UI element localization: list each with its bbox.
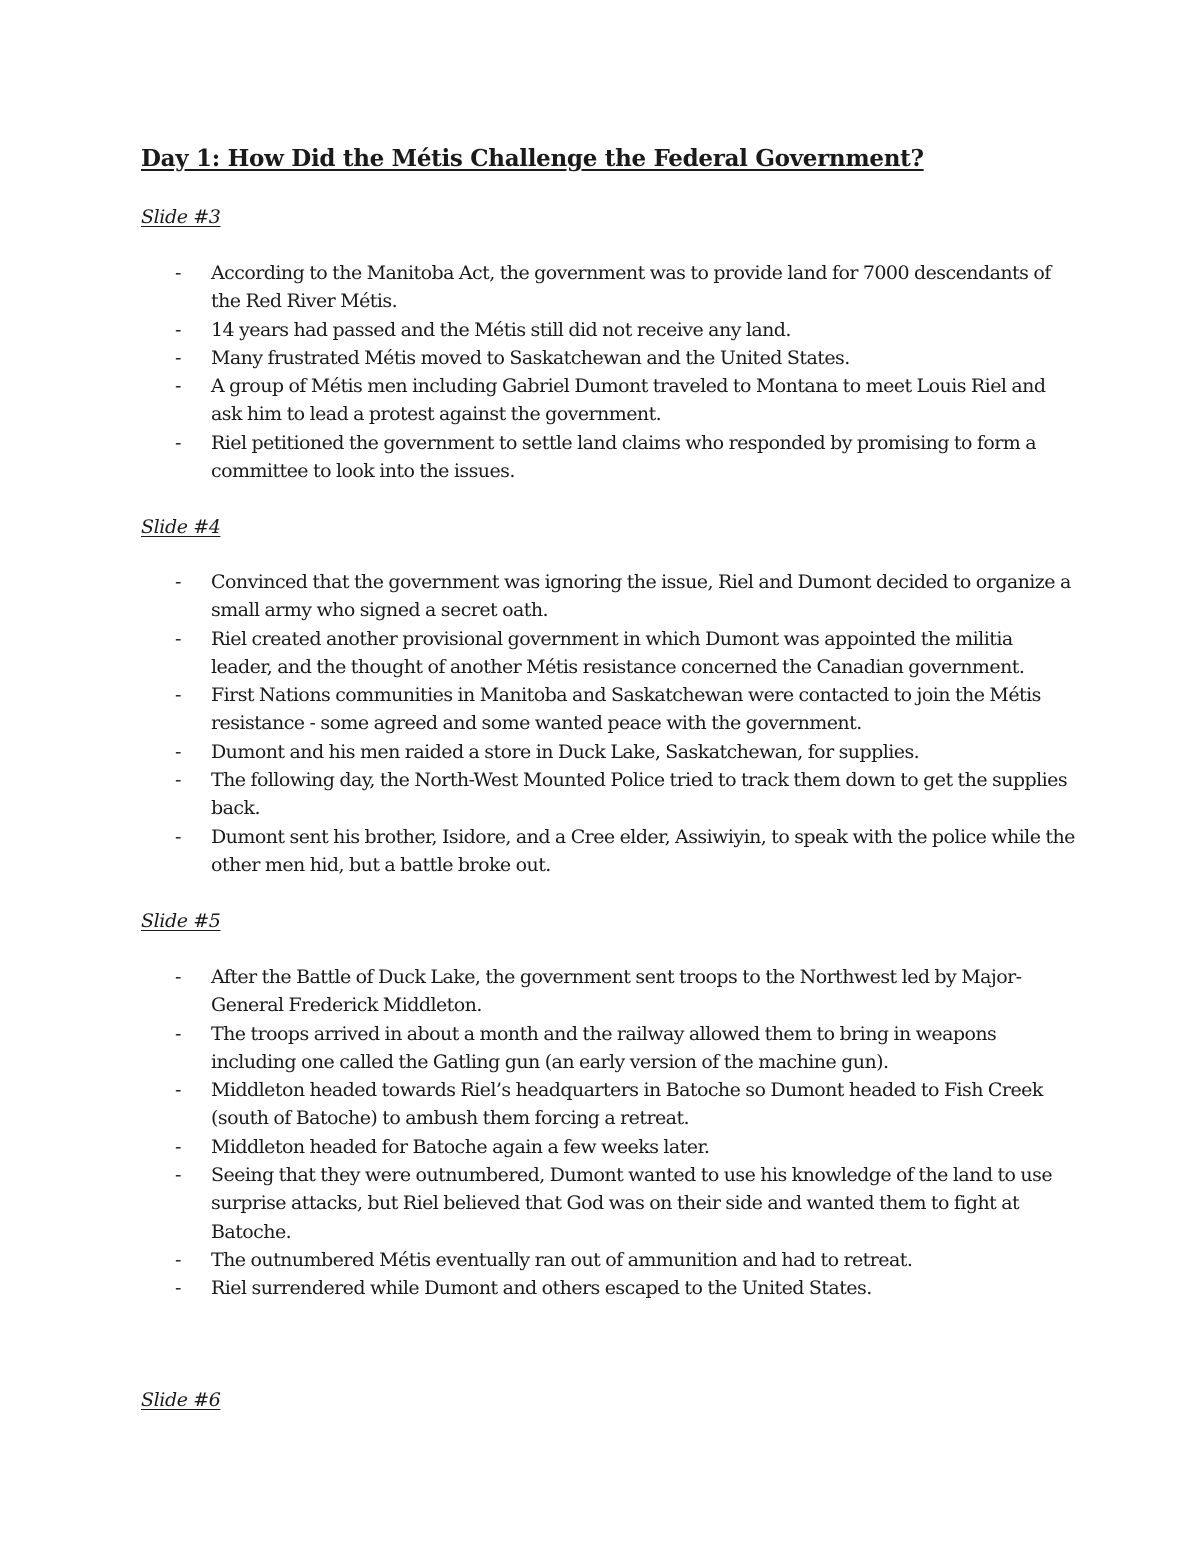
bullet-dash: - <box>175 740 181 763</box>
bullet-dash: - <box>175 1164 181 1187</box>
bullet-dash: - <box>175 375 181 398</box>
bullet-dash: - <box>175 825 181 848</box>
list-item <box>175 1133 1075 1161</box>
section-label-slide-3: Slide #3 <box>141 206 221 228</box>
list-item-text: Middleton headed for Batoche again a few weeks later. <box>211 1135 710 1158</box>
list-item <box>175 1246 1075 1274</box>
list-item-text: Middleton headed towards Riel’s headquarters in Batoche so Dumont headed to Fish Creek (south of Batoche) to ambush them forcing a retreat. <box>211 1079 1043 1130</box>
list-item-text: Dumont sent his brother, Isidore, and a Cree elder, Assiwiyin, to speak with the police while the other men hid, but a battle broke out. <box>211 825 1075 876</box>
list-item <box>175 344 1075 372</box>
bullet-dash: - <box>175 431 181 454</box>
list-item <box>175 1020 1075 1077</box>
list-item-text: Riel surrendered while Dumont and others escaped to the United States. <box>211 1277 872 1300</box>
bullet-dash: - <box>175 1248 181 1271</box>
bullet-dash: - <box>175 1022 181 1045</box>
section-label-slide-5: Slide #5 <box>141 910 221 932</box>
list-item-text: Seeing that they were outnumbered, Dumont wanted to use his knowledge of the land to use surprise attacks, but Riel believed that God was on their side and wanted them to fight at Batoche. <box>211 1164 1053 1243</box>
bullet-list-slide-5 <box>175 963 1075 1303</box>
list-item <box>175 568 1075 625</box>
list-item-text: According to the Manitoba Act, the government was to provide land for 7000 descendants of the Red River Métis. <box>211 262 1051 313</box>
list-item <box>175 429 1075 486</box>
document-title: Day 1: How Did the Métis Challenge the Federal Government? <box>141 145 924 172</box>
list-item <box>175 823 1075 880</box>
list-item-text: Many frustrated Métis moved to Saskatchewan and the United States. <box>211 346 850 369</box>
list-item <box>175 372 1075 429</box>
bullet-dash: - <box>175 684 181 707</box>
list-item-text: Convinced that the government was ignoring the issue, Riel and Dumont decided to organize a small army who signed a secret oath. <box>211 571 1071 622</box>
list-item-text: First Nations communities in Manitoba and Saskatchewan were contacted to join the Métis resistance - some agreed and some wanted peace with the government. <box>211 684 1041 735</box>
section-label-slide-4: Slide #4 <box>141 516 221 538</box>
bullet-dash: - <box>175 571 181 593</box>
bullet-dash: - <box>175 346 181 369</box>
section-label-slide-6: Slide #6 <box>141 1389 221 1411</box>
list-item-text: The outnumbered Métis eventually ran out of ammunition and had to retreat. <box>211 1248 913 1271</box>
list-item <box>175 625 1075 682</box>
list-item <box>175 1274 1075 1302</box>
bullet-dash: - <box>175 318 181 341</box>
list-item-text: The troops arrived in about a month and the railway allowed them to bring in weapons including one called the Gatling gun (an early version of the machine gun). <box>211 1022 997 1073</box>
list-item <box>175 766 1075 823</box>
list-item-text: A group of Métis men including Gabriel Dumont traveled to Montana to meet Louis Riel and ask him to lead a protest against the government. <box>211 375 1046 426</box>
bullet-list-slide-3 <box>175 259 1075 485</box>
list-item <box>175 681 1075 738</box>
list-item <box>175 1076 1075 1133</box>
list-item <box>175 963 1075 1020</box>
list-item-text: 14 years had passed and the Métis still did not receive any land. <box>211 318 791 341</box>
bullet-dash: - <box>175 966 181 988</box>
list-item-text: Dumont and his men raided a store in Duck Lake, Saskatchewan, for supplies. <box>211 740 920 763</box>
bullet-dash: - <box>175 1277 181 1300</box>
list-item-text: Riel created another provisional government in which Dumont was appointed the militia leader, and the thought of another Métis resistance concerned the Canadian government. <box>211 627 1025 678</box>
bullet-dash: - <box>175 627 181 650</box>
list-item <box>175 1161 1075 1246</box>
list-item <box>175 316 1075 344</box>
bullet-dash: - <box>175 262 181 284</box>
bullet-dash: - <box>175 769 181 792</box>
list-item-text: After the Battle of Duck Lake, the government sent troops to the Northwest led by Major-General Frederick Middleton. <box>211 966 1022 1017</box>
bullet-dash: - <box>175 1079 181 1102</box>
list-item <box>175 738 1075 766</box>
list-item <box>175 259 1075 316</box>
list-item-text: Riel petitioned the government to settle land claims who responded by promising to form a committee to look into the issues. <box>211 431 1037 483</box>
bullet-list-slide-4 <box>175 568 1075 879</box>
bullet-dash: - <box>175 1135 181 1158</box>
list-item-text: The following day, the North-West Mounted Police tried to track them down to get the supplies back. <box>211 769 1068 820</box>
